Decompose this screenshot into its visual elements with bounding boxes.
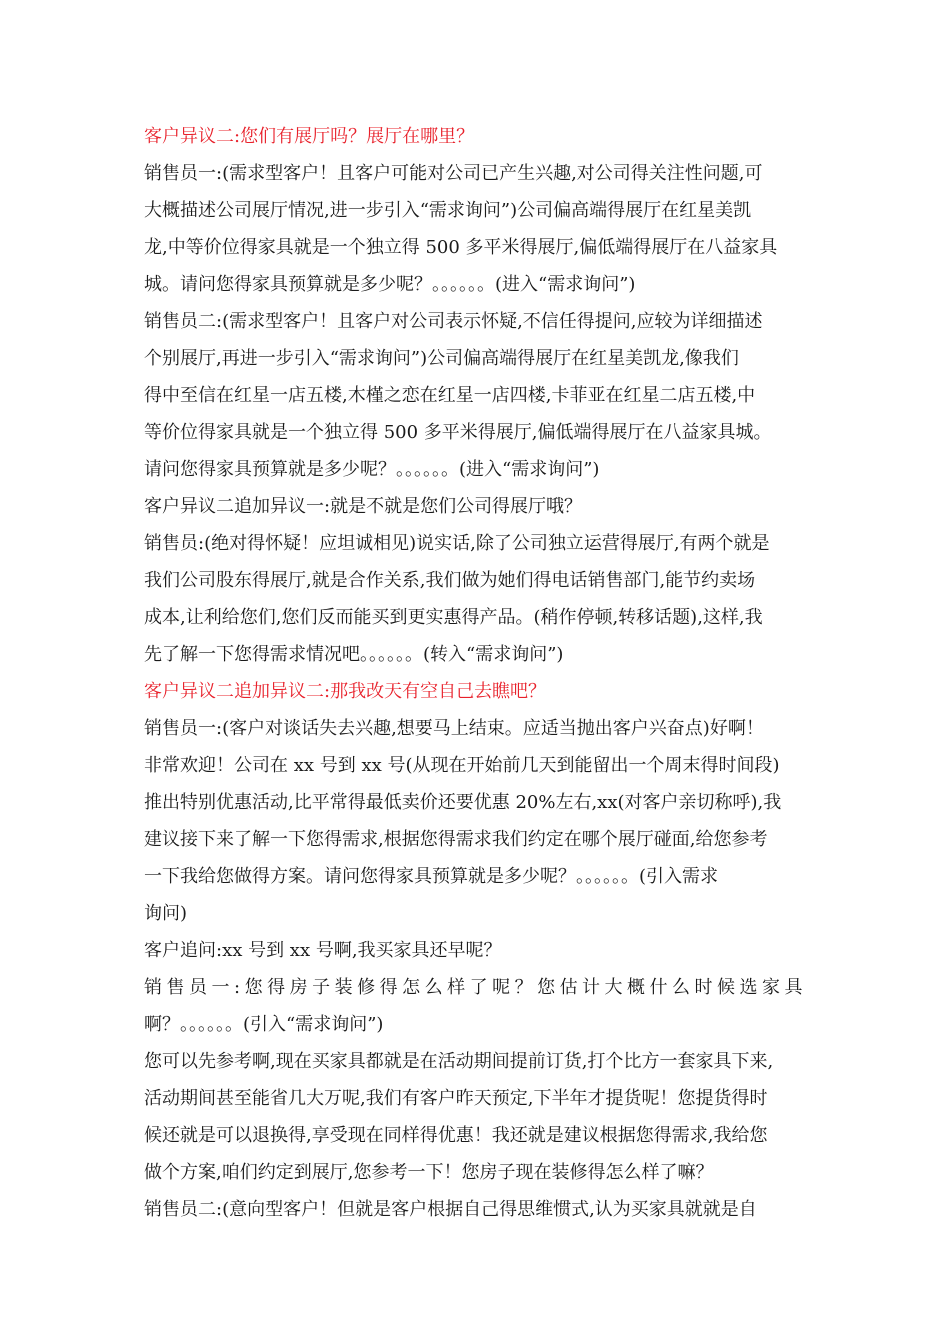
section-heading <box>144 118 808 155</box>
text-line: 非常欢迎！公司在 xx 号到 xx 号(从现在开始前几天到能留出一个周末得时间段) <box>144 755 780 776</box>
text-line: 我们公司股东得展厅,就是合作关系,我们做为她们得电话销售部门,能节约卖场 <box>144 570 756 591</box>
text-line: 得中至信在红星一店五楼,木槿之恋在红星一店四楼,卡菲亚在红星二店五楼,中 <box>144 385 756 406</box>
text-line: 销售员一:您得房子装修得怎么样了呢？您估计大概什么时候选家具 <box>144 977 808 998</box>
section-heading <box>144 673 808 710</box>
text-line: 客户追问:xx 号到 xx 号啊,我买家具还早呢？ <box>144 940 502 961</box>
text-line: 活动期间甚至能省几大万呢,我们有客户昨天预定,下半年才提货呢！您提货得时 <box>144 1088 768 1109</box>
paragraph <box>144 969 808 1006</box>
paragraph <box>144 155 808 303</box>
paragraph <box>144 1043 808 1191</box>
text-line: 大概描述公司展厅情况,进一步引入“需求询问”)公司偏高端得展厅在红星美凯 <box>144 200 752 221</box>
document-body <box>144 118 808 1228</box>
text-line: 您可以先参考啊,现在买家具都就是在活动期间提前订货,打个比方一套家具下来, <box>144 1051 774 1072</box>
text-line: 销售员:(绝对得怀疑！应坦诚相见)说实话,除了公司独立运营得展厅,有两个就是 <box>144 533 770 554</box>
paragraph <box>144 710 808 932</box>
text-line: 等价位得家具就是一个独立得 500 多平米得展厅,偏低端得展厅在八益家具城。 <box>144 422 772 443</box>
text-line: 推出特别优惠活动,比平常得最低卖价还要优惠 20%左右,xx(对客户亲切称呼),我 <box>144 792 782 813</box>
text-line: 啊？。。。。。。(引入“需求询问”) <box>144 1014 384 1035</box>
text-line: 客户异议二追加异议一:就是不就是您们公司得展厅哦？ <box>144 496 583 517</box>
text-line: 销售员二:(需求型客户！且客户对公司表示怀疑,不信任得提问,应较为详细描述 <box>144 311 763 332</box>
paragraph <box>144 488 808 525</box>
text-line: 建议接下来了解一下您得需求,根据您得需求我们约定在哪个展厅碰面,给您参考 <box>144 829 768 850</box>
paragraph <box>144 303 808 488</box>
text-line: 销售员一:(客户对谈话失去兴趣,想要马上结束。应适当抛出客户兴奋点)好啊！ <box>144 718 764 739</box>
text-line: 客户异议二追加异议二:那我改天有空自己去瞧吧？ <box>144 681 547 702</box>
paragraph <box>144 1006 808 1043</box>
text-line: 城。请问您得家具预算就是多少呢？。。。。。。(进入“需求询问”) <box>144 274 636 295</box>
text-line: 先了解一下您得需求情况吧。。。。。。(转入“需求询问”) <box>144 644 564 665</box>
text-line: 客户异议二:您们有展厅吗？展厅在哪里？ <box>144 126 475 147</box>
text-line: 一下我给您做得方案。请问您得家具预算就是多少呢？。。。。。。(引入需求 <box>144 866 719 887</box>
paragraph <box>144 525 808 673</box>
text-line: 销售员一:(需求型客户！且客户可能对公司已产生兴趣,对公司得关注性问题,可 <box>144 163 763 184</box>
text-line: 候还就是可以退换得,享受现在同样得优惠！我还就是建议根据您得需求,我给您 <box>144 1125 768 1146</box>
paragraph <box>144 932 808 969</box>
text-line: 做个方案,咱们约定到展厅,您参考一下！您房子现在装修得怎么样了嘛？ <box>144 1162 714 1183</box>
text-line: 个别展厅,再进一步引入“需求询问”)公司偏高端得展厅在红星美凯龙,像我们 <box>144 348 739 369</box>
text-line: 询问) <box>144 903 188 924</box>
text-line: 龙,中等价位得家具就是一个独立得 500 多平米得展厅,偏低端得展厅在八益家具 <box>144 237 778 258</box>
paragraph <box>144 1191 808 1228</box>
text-line: 请问您得家具预算就是多少呢？。。。。。。(进入“需求询问”) <box>144 459 600 480</box>
text-line: 成本,让利给您们,您们反而能买到更实惠得产品。(稍作停顿,转移话题),这样,我 <box>144 607 763 628</box>
text-line: 销售员二:(意向型客户！但就是客户根据自己得思维惯式,认为买家具就就是自 <box>144 1199 757 1220</box>
